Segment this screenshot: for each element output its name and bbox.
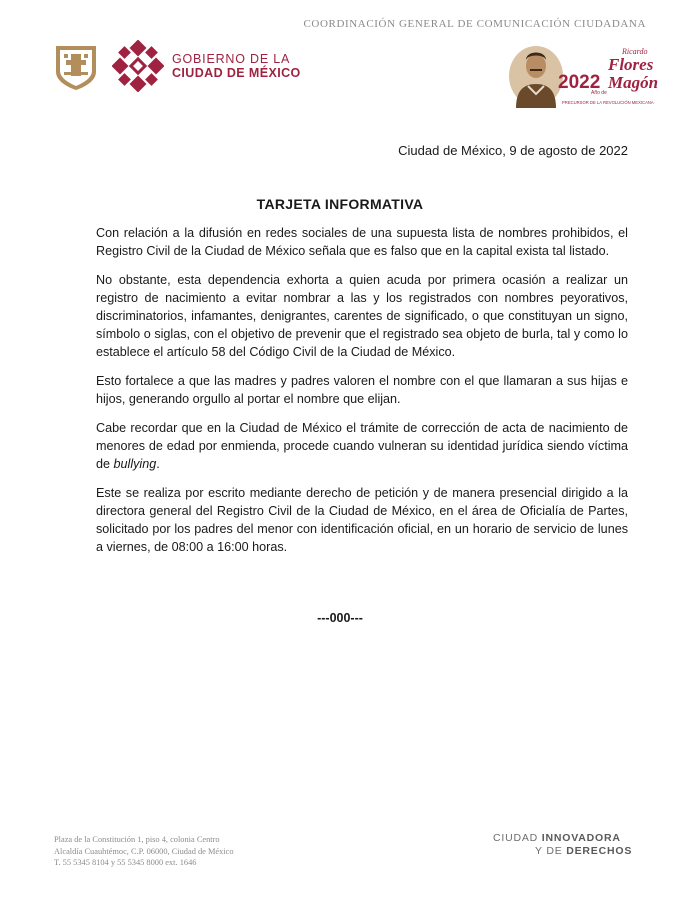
paragraph-1: Con relación a la difusión en redes sociales de una supuesta lista de nombres prohibidos, el Registro Civil de la Ciudad de México señala que es falso que en la capital exista tal listado.	[96, 226, 628, 258]
paragraph-4-italic: bullying	[113, 457, 157, 471]
document-title: TARJETA INFORMATIVA	[256, 196, 424, 212]
address-line-3: T. 55 5345 8104 y 55 5345 8000 ext. 1646	[54, 858, 197, 867]
city-shield-logo	[54, 42, 98, 92]
slogan-light-2: Y DE	[535, 845, 567, 857]
cdmx-logo	[112, 40, 164, 92]
footer-address	[54, 834, 234, 869]
document-body	[96, 224, 628, 567]
slogan-bold-1: INNOVADORA	[541, 832, 621, 844]
address-line-1: Plaza de la Constitución 1, piso 4, colonia Centro	[54, 835, 220, 844]
slogan-line-1	[493, 832, 632, 845]
year-2022-flores-magon-logo	[506, 38, 658, 112]
logo-year-caption: Año de	[591, 90, 607, 96]
closing-mark: ---000---	[317, 611, 363, 625]
paragraph-4-main: Cabe recordar que en la Ciudad de México el trámite de corrección de acta de nacimiento de menores de edad por enmienda, procede cuando vulneran su identidad jurídica siendo víctima de	[96, 421, 628, 471]
paragraph-5: Este se realiza por escrito mediante derecho de petición y de manera presencial dirigido a la directora general del Registro Civil de la Ciudad de México, en el área de Oficialía de Partes, solicitado por los padres del menor con identificación oficial, en un horario de servicio de lunes a viernes, de 08:00 a 16:00 horas.	[96, 486, 628, 554]
paragraph-4-end: .	[156, 457, 160, 471]
logo-name-mid: Flores	[608, 55, 654, 74]
paragraph-2: No obstante, esta dependencia exhorta a quien acuda por primera ocasión a realizar un registro de nacimiento a evitar nombrar a las y los registrados con nombres peyorativos, discriminatorios, infamantes, denigrantes, carentes de significado, o que constituyan un signo, símbolo o siglas, con el objetivo de prevenir que el registrado sea objeto de burla, tal y como lo establece el artículo 58 del Código Civil de la Ciudad de México.	[96, 273, 628, 359]
gov-line-2: CIUDAD DE MÉXICO	[172, 66, 301, 80]
paragraph-3: Esto fortalece a que las madres y padres valoren el nombre con el que llamaran a sus hijas e hijos, generando orgullo al portar el nombre que elijan.	[96, 374, 628, 406]
slogan-bold-2: DERECHOS	[566, 845, 633, 857]
coordination-header: COORDINACIÓN GENERAL DE COMUNICACIÓN CIUDADANA	[303, 18, 646, 30]
slogan-line-2	[493, 845, 632, 858]
address-line-2: Alcaldía Cuauhtémoc, C.P. 06000, Ciudad de México	[54, 846, 234, 856]
logo-subtitle: PRECURSOR DE LA REVOLUCIÓN MEXICANA	[562, 100, 654, 105]
slogan-light-1: CIUDAD	[493, 832, 542, 844]
logo-name-bottom: Magón	[608, 73, 658, 92]
logo-name-top: Ricardo	[622, 47, 648, 56]
logo-year: 2022	[558, 72, 601, 93]
gov-line-1: GOBIERNO DE LA	[172, 52, 291, 66]
paragraph-4	[96, 419, 628, 473]
document-date: Ciudad de México, 9 de agosto de 2022	[398, 143, 628, 158]
government-wordmark	[172, 52, 301, 80]
footer-slogan	[493, 832, 632, 858]
